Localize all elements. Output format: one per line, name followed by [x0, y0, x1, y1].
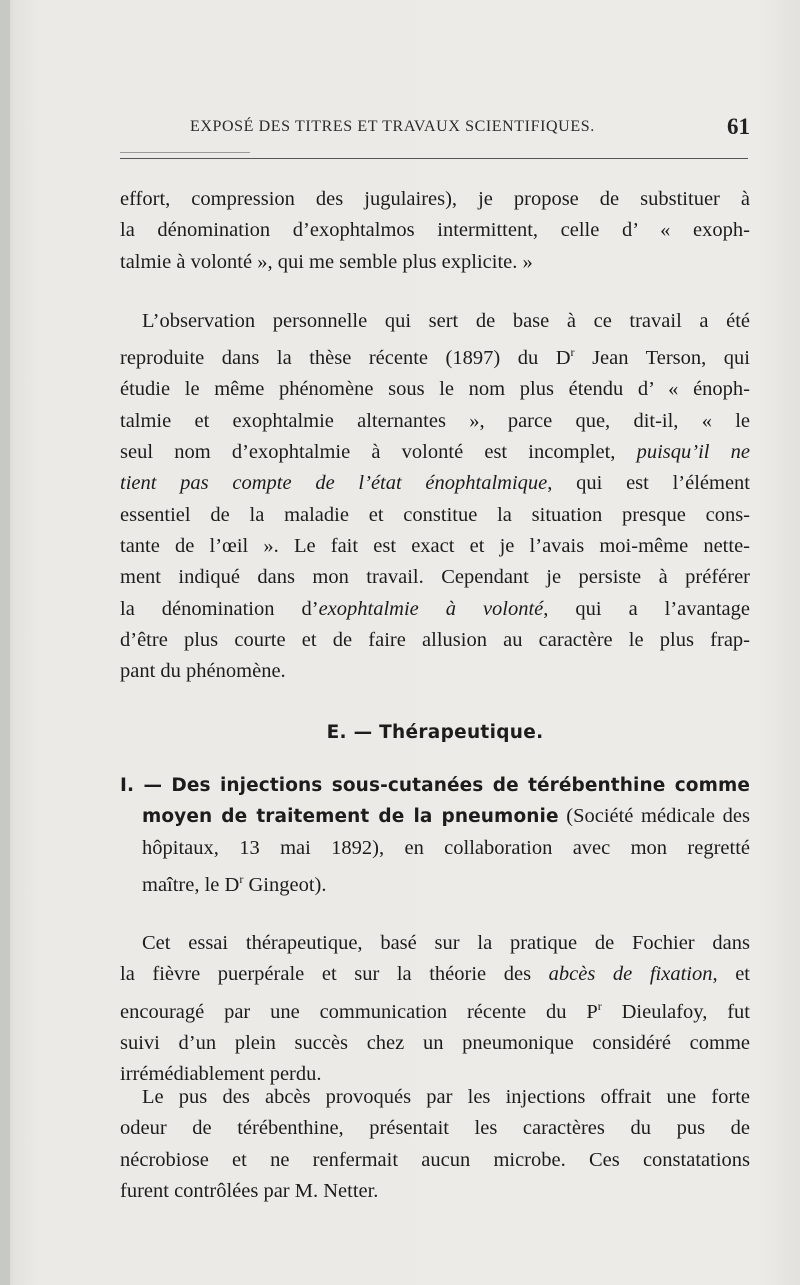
text-span: seul nom d’exophtalmie à volonté est incomplet,	[120, 441, 637, 464]
text-line	[142, 801, 750, 832]
text-line: ment indiqué dans mon travail. Cependant je persiste à préférer	[120, 566, 750, 589]
text-line: nécrobiose et ne renfermait aucun microbe. Ces constatations	[120, 1148, 750, 1171]
text-span: Gingeot).	[243, 873, 327, 896]
superscript: r	[597, 998, 602, 1013]
text-line: Le pus des abcès provoqués par les injections offrait une forte	[142, 1086, 750, 1108]
page-edge-shadow	[0, 0, 10, 1285]
text-line: essentiel de la maladie et constitue la situation presque cons-	[120, 503, 750, 526]
text-line: tante de l’œil ». Le fait est exact et je l’avais moi-même nette-	[120, 534, 750, 557]
text-line: étudie le même phénomène sous le nom plus étendu d’ « énoph-	[120, 378, 750, 401]
text-line	[120, 959, 750, 990]
entry-title: moyen de traitement de la pneumonie	[142, 806, 559, 828]
text-line: odeur de térébenthine, présentait les caractères du pus de	[120, 1117, 750, 1140]
paragraph-findings	[120, 1082, 750, 1207]
italic-span: exophtalmie à volonté	[318, 597, 544, 620]
text-line: effort, compression des jugulaires), je propose de substituer à	[120, 188, 750, 210]
superscript: r	[239, 871, 244, 886]
entry-reference: (Société médicale des	[558, 805, 750, 828]
text-span: , qui est l’élément	[547, 472, 751, 495]
entry-title-line	[120, 770, 750, 801]
text-span: la dénomination d’	[120, 597, 319, 620]
text-span: maître, le D	[142, 873, 240, 896]
running-title: EXPOSÉ DES TITRES ET TRAVAUX SCIENTIFIQUES.	[190, 118, 595, 135]
italic-span: tient pas compte de l’état énophtalmique	[120, 472, 548, 495]
text-line	[120, 337, 750, 374]
text-line: irrémédiablement perdu.	[120, 1063, 322, 1086]
entry-title: Des injections sous-cutanées de térébenthine comme	[162, 775, 750, 796]
text-span: , qui a l’avantage	[543, 597, 750, 620]
page-header	[120, 114, 750, 144]
paragraph-therapeutic-trial	[120, 928, 750, 1090]
text-line: furent contrôlées par M. Netter.	[120, 1179, 379, 1202]
text-line: d’être plus courte et de faire allusion au caractère le plus frap-	[120, 628, 750, 651]
paragraph-continuation	[120, 184, 750, 278]
entry-number: I. —	[120, 775, 163, 796]
text-line: talmie et exophtalmie alternantes », parce que, dit-il, « le	[120, 409, 750, 432]
text-line: suivi d’un plein succès chez un pneumonique considéré comme	[120, 1031, 750, 1054]
publication-entry	[120, 770, 750, 901]
text-line: hôpitaux, 13 mai 1892), en collaboration avec mon regretté	[142, 836, 750, 859]
text-span: encouragé par une communication récente du P	[120, 1000, 598, 1023]
text-span: la fièvre puerpérale et sur la théorie des	[120, 963, 549, 986]
text-line	[120, 991, 750, 1028]
text-line: L’observation personnelle qui sert de base à ce travail a été	[142, 310, 750, 332]
section-heading: E. — Thérapeutique.	[326, 722, 544, 743]
entry-body	[120, 801, 750, 901]
text-span: Dieulafoy, fut	[601, 1000, 750, 1023]
paragraph-observation	[120, 306, 750, 687]
text-line: la dénomination d’exophtalmos intermittent, celle d’ « exoph-	[120, 219, 750, 242]
text-span: , et	[712, 963, 750, 986]
text-span: reproduite dans la thèse récente (1897) du D	[120, 347, 571, 370]
text-line	[142, 864, 750, 901]
text-line: talmie à volonté », qui me semble plus explicite. »	[120, 250, 533, 273]
text-line	[120, 468, 750, 499]
italic-span: puisqu’il ne	[636, 441, 750, 464]
text-line	[120, 437, 750, 468]
page-number: 61	[727, 114, 750, 139]
text-line: Cet essai thérapeutique, basé sur la pratique de Fochier dans	[142, 932, 750, 954]
text-line	[120, 594, 750, 625]
italic-span: abcès de fixation	[548, 963, 713, 986]
header-rule	[120, 158, 748, 159]
text-line: pant du phénomène.	[120, 660, 286, 683]
text-span: Jean Terson, qui	[574, 347, 750, 370]
superscript: r	[570, 345, 575, 360]
header-rule-faint	[120, 152, 250, 153]
